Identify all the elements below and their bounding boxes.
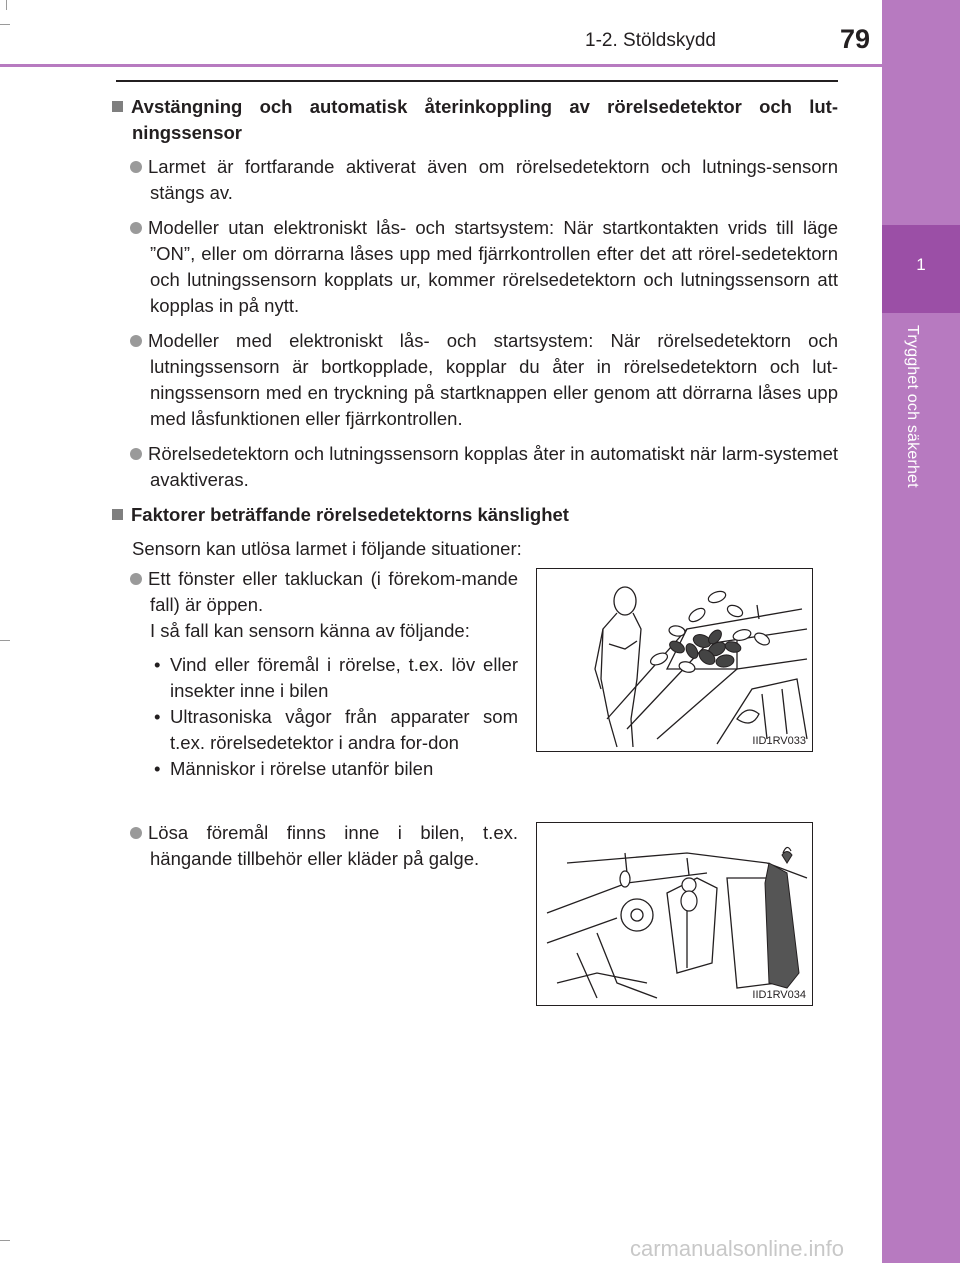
list-item: Rörelsedetektorn och lutningssensorn kopplas åter in automatiskt när larm-systemet avaktiveras. xyxy=(112,441,838,493)
page-number: 79 xyxy=(840,24,871,54)
round-bullet-icon xyxy=(130,335,142,347)
figure-sunroof-leaves xyxy=(536,568,813,752)
crop-mark xyxy=(0,1240,10,1241)
sub-list-item: • Människor i rörelse utanför bilen xyxy=(154,758,434,779)
round-bullet-icon xyxy=(130,161,142,173)
content-top-rule xyxy=(116,80,838,82)
figure-code: IID1RV034 xyxy=(752,989,806,1001)
chapter-side-tab xyxy=(882,0,960,1263)
square-bullet-icon xyxy=(112,101,123,112)
watermark: carmanualsonline.info xyxy=(630,1236,845,1261)
crop-mark xyxy=(6,0,7,10)
square-bullet-icon xyxy=(112,509,123,520)
crop-mark xyxy=(0,640,10,641)
round-bullet-icon xyxy=(130,573,142,585)
main-content xyxy=(112,94,838,572)
sub-list-item: • Ultrasoniska vågor från apparater som t.ex. rörelsedetektor i andra for-don xyxy=(154,706,518,753)
list-item-subtext: I så fall kan sensorn känna av följande: xyxy=(150,620,470,641)
sub-list-item: • Vind eller föremål i rörelse, t.ex. löv eller insekter inne i bilen xyxy=(154,654,518,701)
round-bullet-icon xyxy=(130,222,142,234)
list-item: Modeller utan elektroniskt lås- och startsystem: När startkontakten vrids till läge ”ON”, eller om dörrarna låses upp med fjärrkontrollen efter det att rörel-sedetektorn och lutningssensorn kopplats ur, kommer rörelsedetektorn och lutningssensorn att kopplas in på nytt. xyxy=(112,215,838,319)
header-rule xyxy=(0,64,882,67)
sub-list xyxy=(112,652,518,782)
chapter-title: Trygghet och säkerhet xyxy=(904,325,921,488)
list-item: Ett fönster eller takluckan (i förekom-mande fall) är öppen. xyxy=(112,566,518,618)
list-item: Larmet är fortfarande aktiverat även om rörelsedetektorn och lutnings-sensorn stängs av. xyxy=(112,154,838,206)
figure-code: IID1RV033 xyxy=(752,735,806,747)
loose-objects-item xyxy=(112,820,518,881)
section-heading: Faktorer beträffande rörelsedetektorns känslighet xyxy=(112,502,838,528)
chapter-number: 1 xyxy=(916,255,926,274)
section-intro: Sensorn kan utlösa larmet i följande situationer: xyxy=(132,538,522,559)
section-heading: Avstängning och automatisk återinkoppling av rörelsedetektor och lut-ningssensor xyxy=(112,94,838,146)
figure-car-interior xyxy=(536,822,813,1006)
round-bullet-icon xyxy=(130,827,142,839)
sunroof-leaves-illustration xyxy=(537,569,812,751)
list-item: Lösa föremål finns inne i bilen, t.ex. hängande tillbehör eller kläder på galge. xyxy=(112,820,518,872)
car-interior-illustration xyxy=(537,823,812,1005)
section-title: 1-2. Stöldskydd xyxy=(585,30,716,51)
list-item: Modeller med elektroniskt lås- och startsystem: När rörelsedetektorn och lutningssensorn är bortkopplade, kopplar du åter in rörelsedetektorn och lut-ningssensorn med en tryckning på startknappen eller genom att dörrarna låses upp med låsfunktionen eller fjärrkontrollen. xyxy=(112,328,838,432)
window-open-item xyxy=(112,566,518,782)
round-bullet-icon xyxy=(130,448,142,460)
crop-mark xyxy=(0,24,10,25)
